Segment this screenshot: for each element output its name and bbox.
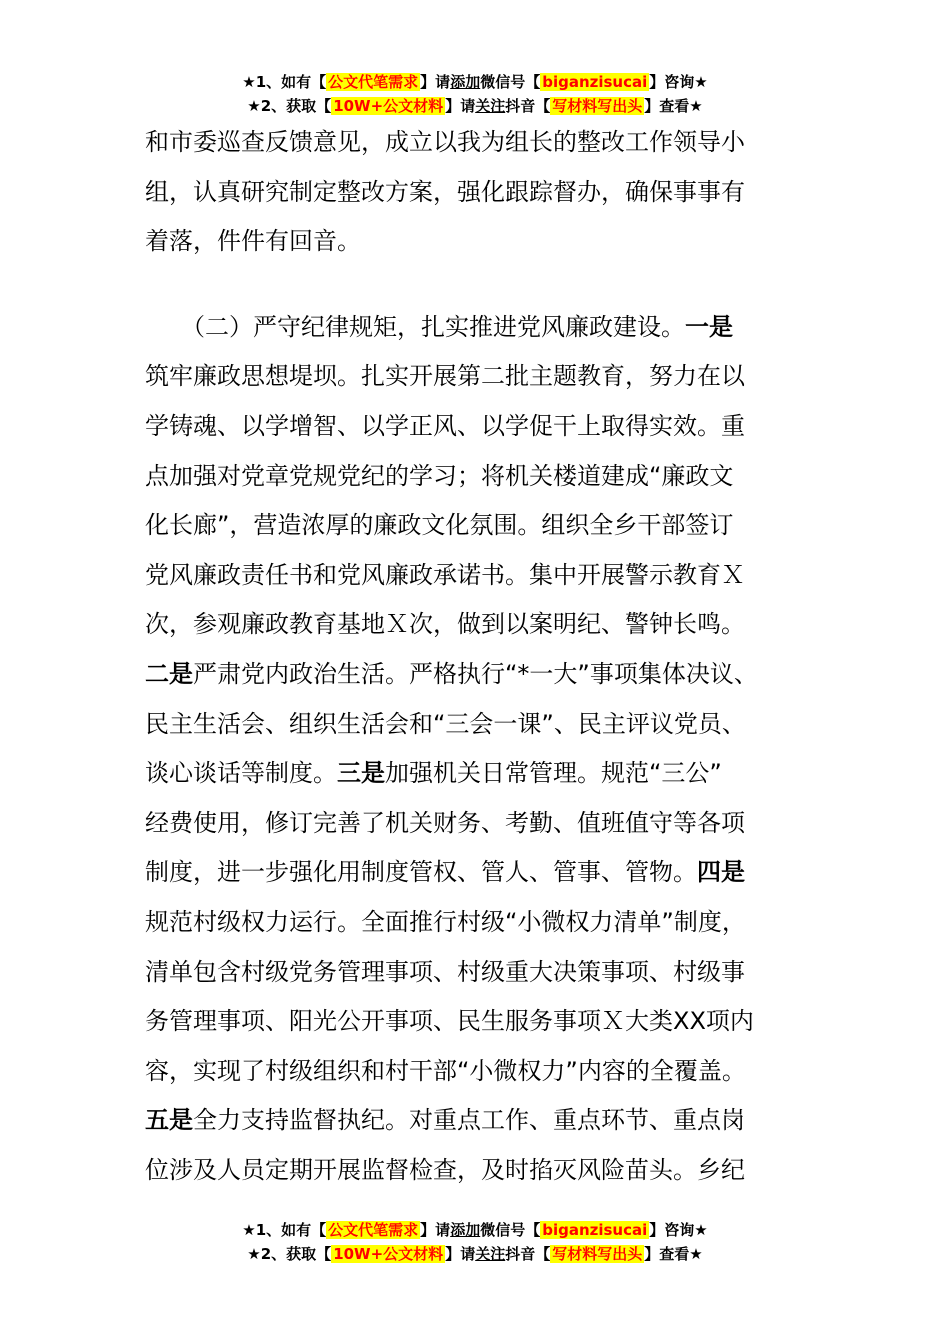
highlight-douyin-account: 写材料写出头 bbox=[552, 97, 643, 115]
paragraph-2 bbox=[145, 303, 815, 1196]
highlight-materials: 10W+公文材料 bbox=[333, 1245, 444, 1263]
text-line: 清单包含村级党务管理事项、村级重大决策事项、村级事 bbox=[145, 957, 745, 986]
text-line: 点加强对党章党规党纪的学习；将机关楼道建成“廉政文 bbox=[145, 461, 734, 490]
bold-marker: 一是 bbox=[685, 312, 733, 341]
highlight-douyin-account: 写材料写出头 bbox=[552, 1245, 643, 1263]
footer-line-2: ★2、获取【 10W+公文材料 】请关注抖音【 写材料写出头 】查看★ bbox=[247, 1245, 703, 1263]
text-line: 和市委巡查反馈意见，成立以我为组长的整改工作领导小 bbox=[145, 128, 745, 156]
highlight-writing-service: 公文代笔需求 bbox=[328, 1221, 419, 1239]
header-line-1: ★1、如有【 公文代笔需求 】请添加微信号【 biganzisucai 】咨询★ bbox=[242, 73, 708, 91]
paragraph-1 bbox=[145, 118, 815, 267]
text-line: 务管理事项、阳光公开事项、民生服务事项Ｘ大类XX项内 bbox=[145, 1007, 754, 1036]
text-line: 化长廊”，营造浓厚的廉政文化氛围。组织全乡干部签订 bbox=[145, 511, 734, 540]
text-line: 党风廉政责任书和党风廉政承诺书。集中开展警示教育Ｘ bbox=[145, 560, 745, 589]
header-line-2: ★2、获取【 10W+公文材料 】请关注抖音【 写材料写出头 】查看★ bbox=[247, 97, 703, 115]
text-line: 组，认真研究制定整改方案，强化跟踪督办，确保事事有 bbox=[145, 177, 745, 206]
text-line: 着落，件件有回音。 bbox=[145, 227, 361, 256]
text-line: 规范村级权力运行。全面推行村级“小微权力清单”制度， bbox=[145, 907, 746, 936]
text-line: 筑牢廉政思想堤坝。扎实开展第二批主题教育，努力在以 bbox=[145, 362, 745, 391]
highlight-wechat-id: biganzisucai bbox=[542, 1221, 648, 1239]
text-line: （二）严守纪律规矩，扎实推进党风廉政建设。一是 bbox=[145, 312, 733, 341]
text-line: 容，实现了村级组织和村干部“小微权力”内容的全覆盖。 bbox=[145, 1056, 746, 1085]
document-body bbox=[145, 118, 815, 1195]
bold-marker: 三是 bbox=[337, 759, 385, 788]
footer-banner bbox=[0, 1218, 950, 1266]
text-line: 民主生活会、组织生活会和“三会一课”、民主评议党员、 bbox=[145, 709, 746, 738]
text-line: 制度，进一步强化用制度管权、管人、管事、管物。四是 bbox=[145, 858, 745, 887]
text-line: 谈心谈话等制度。三是加强机关日常管理。规范“三公” bbox=[145, 759, 722, 788]
bold-marker: 五是 bbox=[145, 1106, 193, 1135]
bold-marker: 二是 bbox=[145, 659, 193, 688]
footer-line-1: ★1、如有【 公文代笔需求 】请添加微信号【 biganzisucai 】咨询★ bbox=[242, 1221, 708, 1239]
text-line: 经费使用，修订完善了机关财务、考勤、值班值守等各项 bbox=[145, 808, 745, 837]
text-line: 五是全力支持监督执纪。对重点工作、重点环节、重点岗 bbox=[145, 1106, 745, 1135]
header-banner bbox=[0, 70, 950, 118]
bold-marker: 四是 bbox=[697, 858, 745, 887]
text-line: 学铸魂、以学增智、以学正风、以学促干上取得实效。重 bbox=[145, 411, 745, 440]
highlight-writing-service: 公文代笔需求 bbox=[328, 73, 419, 91]
text-line: 二是严肃党内政治生活。严格执行“*一大”事项集体决议、 bbox=[145, 659, 758, 688]
highlight-materials: 10W+公文材料 bbox=[333, 97, 444, 115]
text-line: 位涉及人员定期开展监督检查，及时掐灭风险苗头。乡纪 bbox=[145, 1155, 745, 1184]
highlight-wechat-id: biganzisucai bbox=[542, 73, 648, 91]
text-line: 次，参观廉政教育基地Ｘ次，做到以案明纪、警钟长鸣。 bbox=[145, 610, 745, 639]
